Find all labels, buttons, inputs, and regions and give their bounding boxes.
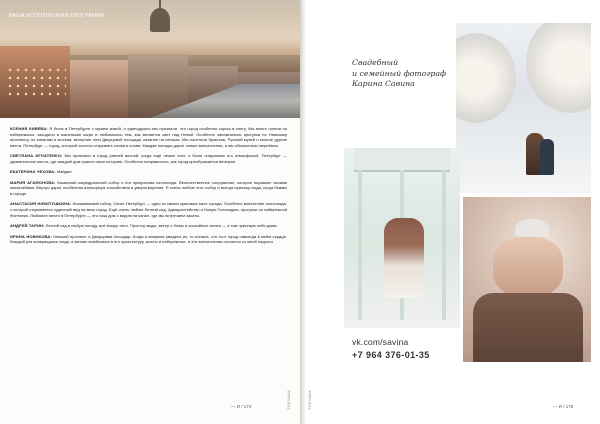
couple-faces (493, 237, 563, 297)
winter-couple-photo (456, 23, 591, 193)
gazebo-roof (354, 148, 450, 172)
speaker-name: ЕКАТЕРИНА ЧЕХОВА: (10, 169, 56, 175)
vertical-label: РЕКЛАМА (308, 390, 312, 410)
paragraph (10, 180, 287, 197)
contact-phone: +7 964 376-01-35 (352, 350, 430, 360)
paragraph-text: Летний сад в любую погоду, всё вокруг него. Простор воды, ветер с Невы и спокойные аллеи — я там чувствую себя дома. (44, 223, 278, 229)
gazebo-column (358, 170, 362, 320)
paragraph (10, 126, 287, 148)
knit-hat (515, 219, 549, 237)
speaker-name: СВЕТЛАНА ИГНАТЕНКО: (10, 153, 63, 159)
snowy-tree (456, 33, 516, 123)
sitting-couple (384, 218, 424, 298)
ad-title-line: и семейный фотограф (352, 68, 447, 78)
groom-figure (540, 139, 554, 175)
gutter-shadow (300, 0, 306, 424)
ad-title-line: Карина Савина (352, 79, 415, 88)
kissing-couple-photo (463, 197, 591, 362)
right-page (300, 0, 600, 424)
ad-title (352, 58, 452, 90)
paragraph-text: Мы приехали в город ранней весной, когда ещё лежал снег, и были очарованы его атмосферой. Петербург — удивительное место, где каждый дом хранит свою историю. Особенно понравилось, как город преображается вечером. (10, 153, 288, 164)
paragraph-text: Исаакиевский собор, Санкт-Петербург — одно из самых красивых мест города. Особенно впечатляет колоннада, с которой открывается чудесный вид на весь город. Ещё очень люблю Летний сад, Адмиралтейство и Новую Голландию, прогулки по набережной Фонтанки. Любимое место в Петербурге — это наш дом с видом на канал, где мы встречаем закаты. (10, 201, 287, 218)
contact-url: vk.com/savina (352, 337, 409, 347)
paragraph (10, 201, 287, 218)
speaker-name: КСЕНИЯ КИВЕВА: (10, 126, 48, 131)
paragraph-text: Майдан. (55, 169, 73, 175)
page-number: — И / 175 (553, 404, 574, 409)
section-label: ВАША ИСПОЛНЕННАЯ ПРОГРАММА (9, 13, 105, 19)
page-number: — И / 174 (231, 404, 252, 409)
coat (473, 293, 583, 362)
paragraph-text: Казанский кафедральный собор и его прекрасная колоннада. Величественное сооружение, которое поражает своими масштабами. Внутри царит особенная атмосфера спокойствия и умиротворения. Я очень люблю этот собор и всегда прихожу сюда, когда бываю в городе. (10, 179, 287, 196)
speaker-name: МАРИЯ АГАФОНОВА: (10, 179, 56, 185)
gazebo-column (442, 170, 446, 320)
building (70, 60, 128, 118)
article-body (10, 126, 287, 250)
speaker-name: АНДРЕЙ ТАРИН: (10, 223, 45, 229)
paragraph (10, 169, 287, 175)
speaker-name: ИРИНА НОВИКОВА: (10, 233, 52, 239)
gazebo-couple-photo (344, 148, 460, 328)
paragraph (10, 153, 287, 164)
paragraph-text: Я была в Петербурге с мужем зимой, и единодушно мы признали, что город особенно хорош в снегу. Мы много гуляли по набережным, заходили в маленькие кафе и любовались тем, как меняется свет над Невой. Особенно запомнились прогулки по Невскому проспекту, по каналам и мостам, вечерние огни Дворцовой площади, катание на коньках. Мы посетили Эрмитаж, Русский музей и многие другие места. Петербург — город, который хочется открывать снова и снова. Каждая поездка дарит новые впечатления, и мы обязательно вернёмся. (10, 126, 287, 148)
lit-windows (6, 66, 66, 96)
ad-title-line: Свадебный (352, 58, 398, 67)
paragraph (10, 223, 287, 229)
vertical-label: РЕКЛАМА (287, 390, 291, 410)
cathedral-dome (150, 8, 170, 32)
paragraph-text: Невский проспект и Дворцовая площадь. Когда я впервые увидела их, то поняла, что этот город навсегда в моём сердце. Каждый раз возвращаясь сюда, я заново влюбляюсь в его архитектуру, мосты и набережные, и эти впечатления остаются со мной надолго. (10, 233, 287, 245)
paragraph (10, 234, 287, 245)
snowy-tree (526, 23, 591, 113)
speaker-name: АНАСТАСИЯ НИКИТУШКИНА: (10, 201, 72, 207)
city-photo (0, 0, 300, 118)
